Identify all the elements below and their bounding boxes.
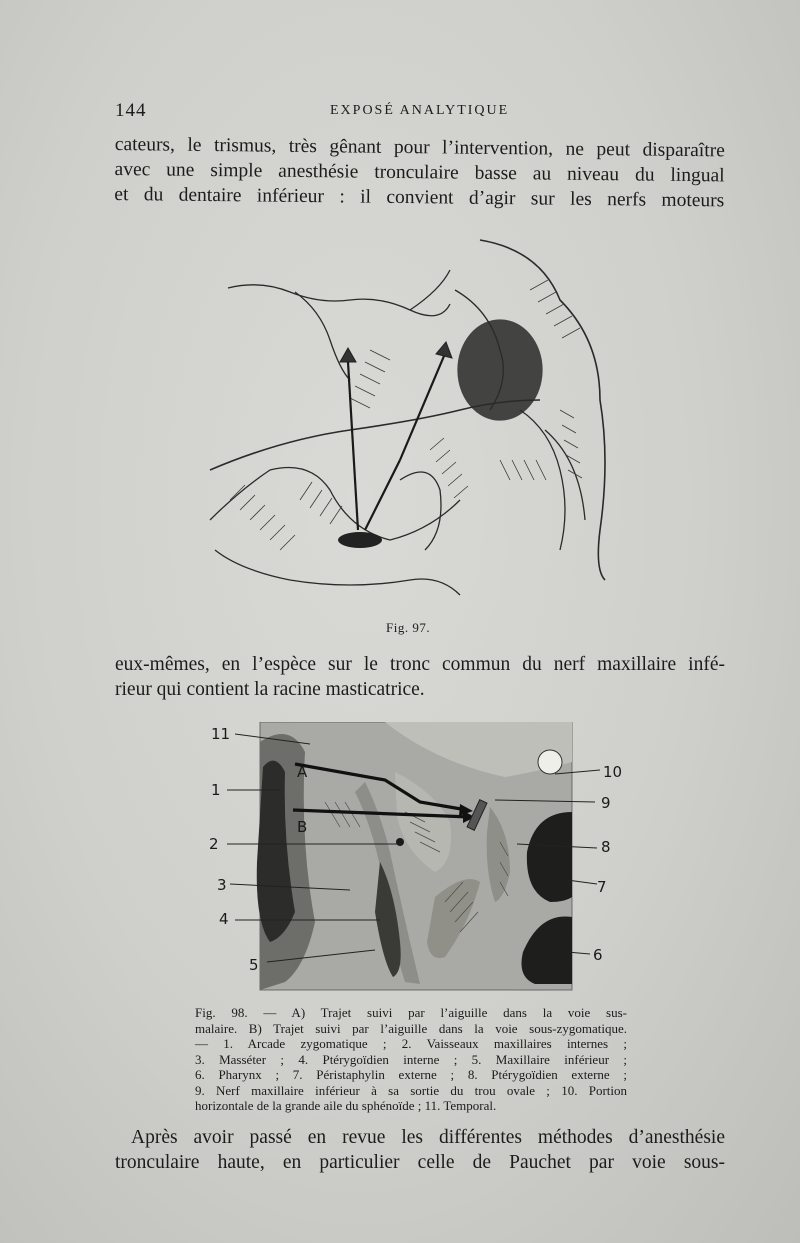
paragraph-bottom — [115, 1125, 725, 1175]
label-3: 3 — [217, 876, 227, 894]
label-4: 4 — [219, 910, 229, 928]
figure-98-cross-section — [205, 722, 635, 997]
label-10: 10 — [603, 763, 623, 781]
caption-line: 3. Masséter ; 4. Ptérygoïdien interne ; 5. Maxillaire inférieur ; — [195, 1051, 627, 1067]
text-line: Après avoir passé en revue les différentes méthodes d’anesthésie — [131, 1127, 725, 1148]
caption-line: 9. Nerf maxillaire inférieur à sa sortie du trou ovale ; 10. Portion — [195, 1082, 627, 1098]
text-line: cateurs, le trismus, très gênant pour l’intervention, ne peut disparaître — [114, 133, 725, 162]
caption-line: 6. Pharynx ; 7. Péristaphylin externe ; 8. Ptérygoïdien externe ; — [195, 1067, 627, 1082]
page-number: 144 — [115, 100, 147, 121]
label-b: B — [297, 818, 308, 836]
needle-right — [365, 342, 452, 530]
figure-98-caption — [195, 1005, 627, 1114]
running-head — [115, 100, 725, 124]
caption-line: — 1. Arcade zygomatique ; 2. Vaisseaux maxillaires internes ; — [195, 1036, 627, 1051]
text-line: tronculaire haute, en particulier celle de Pauchet par voie sous- — [115, 1152, 725, 1173]
label-9: 9 — [601, 794, 611, 812]
nerve-line — [410, 270, 450, 310]
text-line: eux-mêmes, en l’espèce sur le tronc commun du nerf maxillaire infé- — [115, 654, 725, 675]
running-title: EXPOSÉ ANALYTIQUE — [330, 103, 510, 118]
label-7: 7 — [597, 878, 607, 896]
label-5: 5 — [249, 956, 259, 974]
paragraph-middle — [115, 652, 725, 702]
caption-line: Fig. 98. — A) Trajet suivi par l’aiguille dans la voie sus- — [195, 1005, 627, 1020]
text-line: et du dentaire inférieur : il convient d’agir sur les nerfs moteurs — [114, 183, 725, 212]
nerve-line — [295, 292, 350, 380]
text-line: rieur qui contient la racine masticatrice. — [115, 679, 425, 700]
needle-left — [340, 348, 358, 530]
label-11: 11 — [211, 725, 231, 743]
label-6: 6 — [593, 946, 603, 964]
figure-97-skull-engraving — [200, 230, 640, 610]
figure-97-caption: Fig. 97. — [386, 620, 431, 635]
caption-line: malaire. B) Trajet suivi par l’aiguille dans la voie sous-zygomatique. — [195, 1020, 627, 1036]
nerve-line — [228, 285, 450, 316]
paragraph-top — [114, 132, 725, 213]
caption-line: horizontale de la grande aile du sphénoïde ; 11. Temporal. — [195, 1098, 497, 1113]
label-1: 1 — [211, 781, 221, 799]
text-line: avec une simple anesthésie tronculaire basse au niveau du lingual — [114, 158, 725, 187]
label-8: 8 — [601, 838, 611, 856]
label-a: A — [297, 763, 308, 781]
label-2: 2 — [209, 835, 219, 853]
